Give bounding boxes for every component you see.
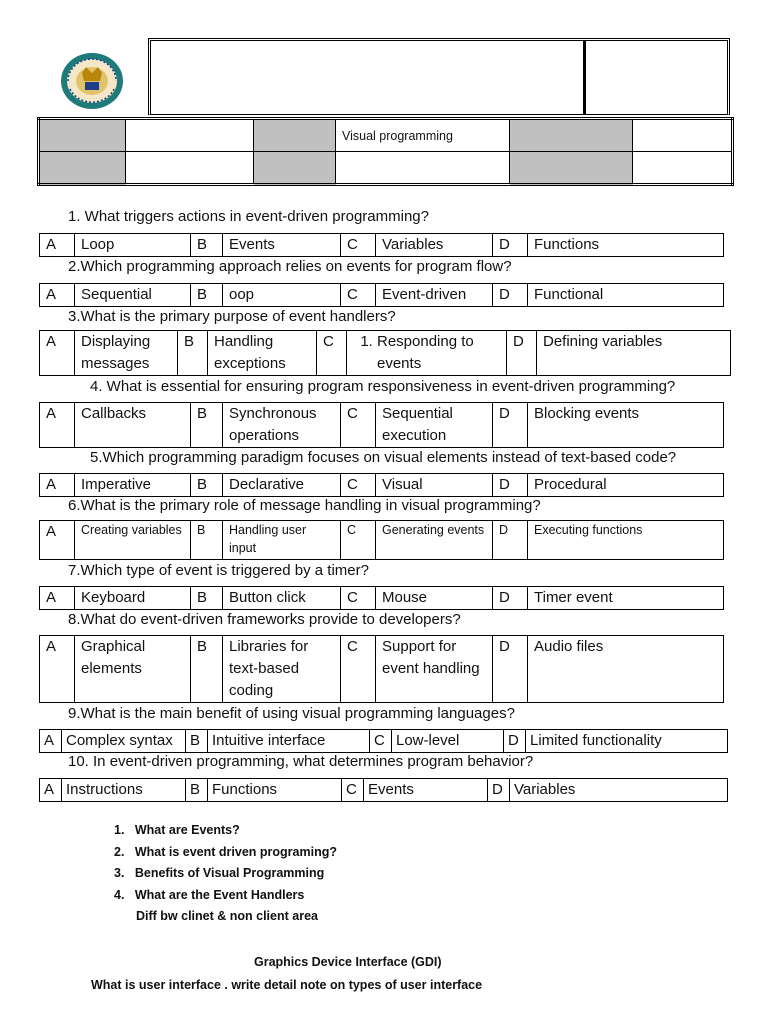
option-letter: D [493,403,528,448]
option-letter: C [342,779,364,802]
option-text: Imperative [75,474,191,497]
option-letter: A [40,331,75,376]
option-text: Executing functions [528,521,724,560]
option-letter: C [341,521,376,560]
option-letter: C [341,234,376,257]
options-5 [39,473,724,497]
header-cell [510,152,633,185]
option-letter: D [493,521,528,560]
option-text: Instructions [62,779,186,802]
short-question-text: What are the Event Handlers [134,888,305,902]
option-letter: D [488,779,510,802]
option-letter: C [341,403,376,448]
option-text: Visual [376,474,493,497]
option-letter: B [191,403,223,448]
question-3: 3.What is the primary purpose of event handlers? [68,308,396,325]
option-text [347,331,507,376]
header-cell [254,119,336,152]
option-text: Generating events [376,521,493,560]
option-letter: A [40,474,75,497]
option-letter: D [493,234,528,257]
header-cell [336,152,510,185]
option-text: Event-driven [376,284,493,307]
option-text: Events [223,234,341,257]
option-letter: D [493,587,528,610]
option-text: Functions [208,779,342,802]
option-letter: B [191,284,223,307]
option-letter: A [40,521,75,560]
option-subitem: 1. Responding to events [377,331,500,375]
short-question-number: 2. [114,845,125,859]
gdi-heading: Graphics Device Interface (GDI) [254,955,442,969]
option-letter: B [186,779,208,802]
short-question-2 [114,845,337,859]
option-text: Limited functionality [526,730,728,753]
option-letter: B [191,587,223,610]
extra-question: Diff bw clinet & non client area [136,909,318,923]
option-letter: A [40,403,75,448]
option-text: Audio files [528,636,724,703]
option-text: Handling exceptions [208,331,317,376]
option-text: Graphical elements [75,636,191,703]
short-question-3 [114,866,324,880]
option-letter: B [191,636,223,703]
option-letter: A [40,730,62,753]
question-7: 7.Which type of event is triggered by a timer? [68,562,369,579]
question-9: 9.What is the main benefit of using visual programming languages? [68,705,515,722]
question-1: 1. What triggers actions in event-driven programming? [68,208,429,225]
option-letter: C [341,284,376,307]
options-6 [39,520,724,560]
short-question-number: 4. [114,888,125,902]
option-text: Functional [528,284,724,307]
subject-cell: Visual programming [336,119,510,152]
header-cell [254,152,336,185]
option-letter: A [40,779,62,802]
option-letter: C [341,474,376,497]
short-question-text: What is event driven programing? [134,845,337,859]
option-letter: D [493,284,528,307]
option-text: Low-level [392,730,504,753]
option-text: Functions [528,234,724,257]
options-1 [39,233,724,257]
option-letter: C [341,587,376,610]
option-letter: C [370,730,392,753]
short-question-text: What are Events? [134,823,240,837]
option-letter: B [178,331,208,376]
options-3 [39,330,731,376]
options-8 [39,635,724,703]
short-question-1 [114,823,240,837]
option-text: Declarative [223,474,341,497]
question-6: 6.What is the primary role of message handling in visual programming? [68,497,541,514]
option-text: Events [364,779,488,802]
institution-logo [58,51,126,111]
option-letter: C [317,331,347,376]
option-letter: D [507,331,537,376]
option-letter: A [40,284,75,307]
options-7 [39,586,724,610]
options-9 [39,729,728,753]
short-question-number: 1. [114,823,125,837]
option-text: Sequential execution [376,403,493,448]
question-10: 10. In event-driven programming, what determines program behavior? [68,753,534,770]
header-cell [39,152,126,185]
short-question-4 [114,888,304,902]
option-letter: D [504,730,526,753]
option-text: Defining variables [537,331,731,376]
option-letter: B [191,234,223,257]
option-text: Handling user input [223,521,341,560]
header-divider [583,40,586,114]
option-text: Procedural [528,474,724,497]
options-2 [39,283,724,307]
option-text: Libraries for text-based coding [223,636,341,703]
option-text: Button click [223,587,341,610]
option-text: Callbacks [75,403,191,448]
option-text: Sequential [75,284,191,307]
question-2: 2.Which programming approach relies on events for program flow? [68,258,512,275]
option-text: oop [223,284,341,307]
header-cell [633,119,733,152]
option-text: Mouse [376,587,493,610]
question-8: 8.What do event-driven frameworks provide to developers? [68,611,461,628]
option-text: Intuitive interface [208,730,370,753]
option-letter: A [40,587,75,610]
final-question: What is user interface . write detail note on types of user interface [91,978,483,992]
option-text: Creating variables [75,521,191,560]
option-letter: B [191,521,223,560]
option-letter: A [40,636,75,703]
option-letter: B [186,730,208,753]
header-title-box [148,38,730,115]
option-text: Timer event [528,587,724,610]
header-cell [126,152,254,185]
short-question-text: Benefits of Visual Programming [134,866,325,880]
header-cell [126,119,254,152]
option-letter: B [191,474,223,497]
option-letter: A [40,234,75,257]
question-4: 4. What is essential for ensuring program responsiveness in event-driven programming? [90,378,676,395]
options-10 [39,778,728,802]
option-text: Support for event handling [376,636,493,703]
question-5: 5.Which programming paradigm focuses on visual elements instead of text-based code? [90,449,677,466]
header-cell [633,152,733,185]
header-info-table [37,117,734,186]
option-text: Displaying messages [75,331,178,376]
option-letter: C [341,636,376,703]
option-text: Blocking events [528,403,724,448]
short-question-number: 3. [114,866,125,880]
option-text: Variables [510,779,728,802]
option-text: Complex syntax [62,730,186,753]
option-letter: D [493,474,528,497]
option-text: Variables [376,234,493,257]
option-text: Loop [75,234,191,257]
option-text: Keyboard [75,587,191,610]
options-4 [39,402,724,448]
option-sublist [353,331,500,375]
option-text: Synchronous operations [223,403,341,448]
option-letter: D [493,636,528,703]
header-cell [39,119,126,152]
header-cell [510,119,633,152]
